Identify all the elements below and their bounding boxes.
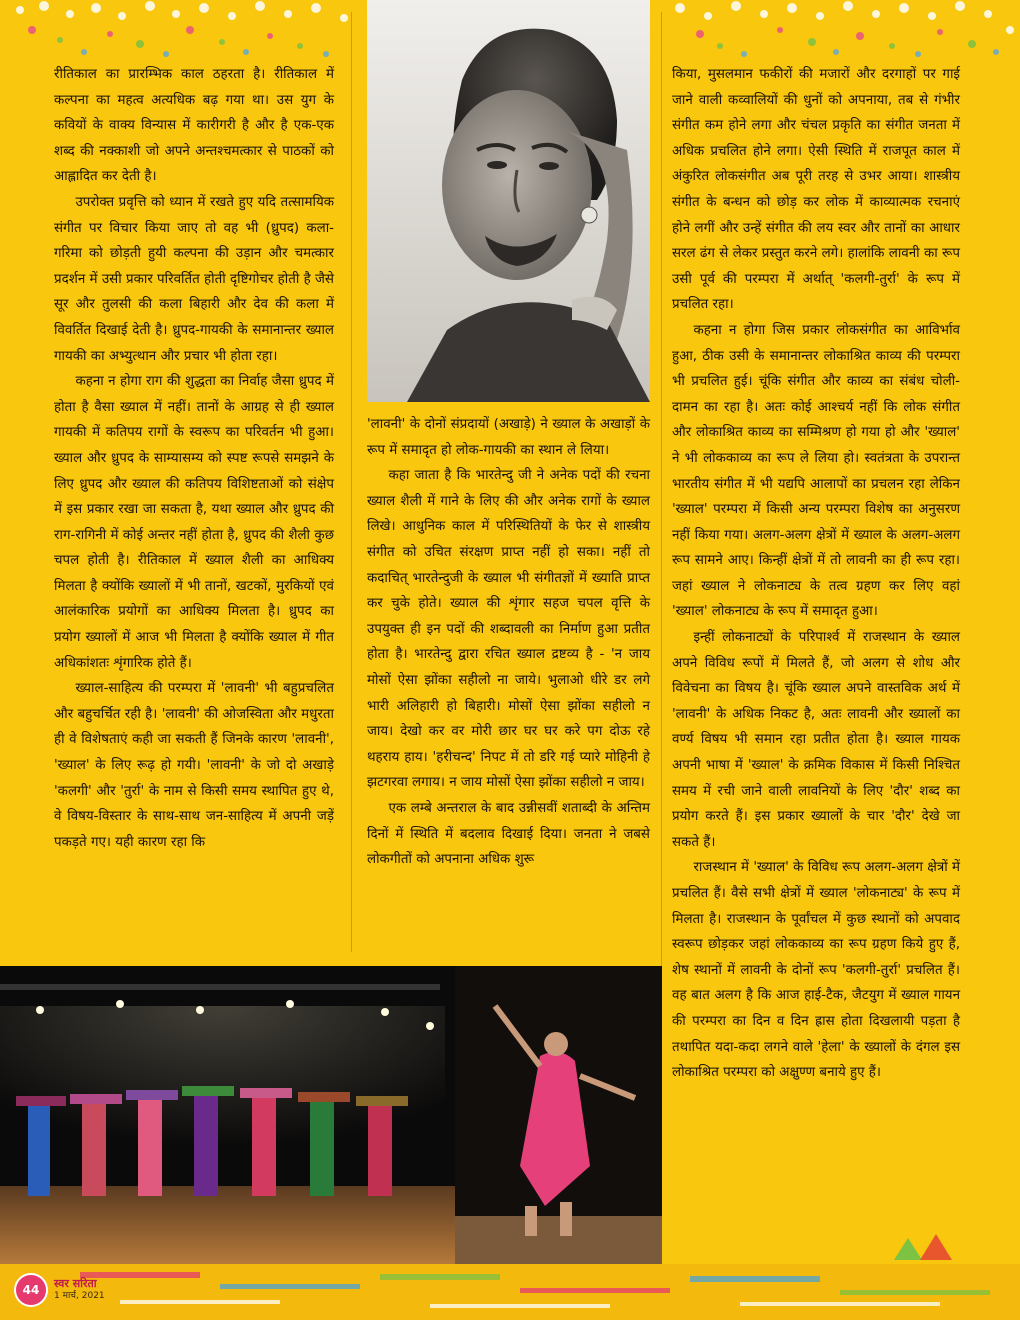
column-rule-left: [351, 12, 352, 952]
paragraph: राजस्थान में 'ख्याल' के विविध रूप अलग-अलग क्षेत्रों में प्रचलित हैं। वैसे सभी क्षेत्रों में ख्याल 'लोकनाट्य' के रूप में मिलता है। राजस्थान के पूर्वांचल में कुछ स्थानों को अपवाद स्वरूप छोड़कर जहां लोककाव्य का रूप ग्रहण किये हुए हैं, शेष स्थानों में लावनी के दोनों रूप 'कलगी-तुर्रा' प्रचलित हैं। वह बात अलग है कि आज हाई-टैक, जैटयुग में ख्याल गायन की परम्परा का दिन व दिन ह्रास होता दिखलायी पड़ता है तथापित यदा-कदा लगने वाले 'हेला' के ख्यालों के दंगल इस लोकाश्रित परम्परा को अक्षुण्ण बनाये हुए हैं।: [672, 860, 960, 1081]
paragraph: ख्याल-साहित्य की परम्परा में 'लावनी' भी बहुप्रचलित और बहुचर्चित रही है। 'लावनी' की ओजस्विता और मधुरता ही वे विशेषताएं कही जा सकती हैं जिनके कारण 'लावनी', 'ख्याल' के लिए रूढ़ हो गयी। 'लावनी' के जो दो अखाड़े 'कलगी' और 'तुर्रा' के नाम से किसी समय स्थापित हुए थे, वे विषय-विस्तार के साथ-साथ जन-साहित्य में अपनी जड़ें पकड़ते गए। यही कारण रहा कि: [54, 681, 334, 850]
portrait-illustration: [367, 0, 650, 402]
triangle-decoration-icon: [890, 1232, 960, 1262]
paragraph: 'लावनी' के दोनों संप्रदायों (अखाड़े) ने ख्याल के अखाड़ों के रूप में समादृत हो लोक-गायकी का स्थान ले लिया।: [367, 417, 650, 458]
stage-illustration: [0, 966, 662, 1264]
bottom-decorative-band: [0, 1264, 1020, 1320]
paragraph: कहना न होगा जिस प्रकार लोकसंगीत का आविर्भाव हुआ, ठीक उसी के समानान्तर लोकाश्रित काव्य की परम्परा भी प्रचलित हुई। चूंकि संगीत और काव्य का संबंध चोली-दामन का रहा है। अतः कोई आश्चर्य नहीं कि लोक संगीत और लोकाश्रित काव्य का सम्मिश्रण हो गया हो और 'ख्याल' ने भी लोककाव्य का रूप ले लिया हो। स्वतंत्रता के उपरान्त भारतीय संगीत में भी यद्यपि आलापों का प्रचलन रहा लेकिन 'ख्याल' परम्परा में किसी अन्य परम्परा विशेष का अनुसरण नहीं किया गया। अलग-अलग क्षेत्रों में ख्याल के अलग-अलग रूप सामने आए। किन्हीं क्षेत्रों में तो लावनी का ही रूप रहा। जहां ख्याल ने लोकनाट्य के तत्व ग्रहण कर लिए वहां 'ख्याल' लोकनाट्य के रूप में समादृत हुआ।: [672, 322, 960, 620]
paragraph: एक लम्बे अन्तराल के बाद उन्नीसवीं शताब्दी के अन्तिम दिनों में स्थिति में बदलाव दिखाई दिया। जनता ने जबसे लोकगीतों को अपनाना अधिक शुरू: [367, 800, 650, 868]
publication-info: [54, 1277, 105, 1303]
magazine-name: स्वर सरिता: [54, 1277, 97, 1290]
paragraph: कहना न होगा राग की शुद्धता का निर्वाह जैसा ध्रुपद में होता है वैसा ख्याल में नहीं। तानों के आग्रह से ही ख्याल गायकी में कतिपय रागों के स्वरूप का परिवर्तन भी हुआ। ख्याल और ध्रुपद के साम्यासम्य को स्पष्ट रूपसे समझने के लिए ध्रुपद और ख्याल की कतिपय विशिष्टताओं को संक्षेप में इस प्रकार रखा जा सकता है, यथा ख्याल और ध्रुपद की राग-रागिनी में कोई अन्तर नहीं होता है, ध्रुपद की शैली कुछ चपल होती है। रीतिकाल में ख्याल शैली का आधिक्य मिलता है क्योंकि ख्यालों में भी तानों, खटकों, मुरकियों एवं आलंकारिक प्रयोगों का आधिक्य मिलता है। ध्रुपद का प्रयोग ख्यालों में आज भी मिलता है क्योंकि ख्याल में गीत अधिकांशतः शृंगारिक होते हैं।: [54, 374, 334, 671]
lavani-dance-photo: [0, 966, 662, 1264]
paragraph: रीतिकाल का प्रारम्भिक काल ठहरता है। रीतिकाल में कल्पना का महत्व अत्यधिक बढ़ गया था। उस युग के कवियों के वाक्य विन्यास में कारीगरी है और है एक-एक शब्द की नक्काशी जो अपने अन्तश्चमत्कार से पाठकों को आह्लादित कर देती है।: [54, 67, 334, 185]
text-column-2: [367, 412, 650, 873]
paragraph: किया, मुसलमान फकीरों की मजारों और दरगाहों पर गाई जाने वाली कव्वालियों की धुनों को अपनाया, तब से गंभीर संगीत कम होने लगा और चंचल प्रकृति का संगीत जनता में अधिक प्रचलित होने लगा। ऐसी स्थिति में राजपूत काल में अंकुरित लोकसंगीत अब पूरी तरह से उभर आया। शास्त्रीय संगीत के बन्धन को छोड़ कर लोक में काव्यात्मक रचनाएं होने लगीं और उन्हें संगीत की लय स्वर और तानों का आधार सरल ढंग से लेकर प्रस्तुत करने लगे। हालांकि लावनी का रूप उसी पूर्व की परम्परा में अर्थात् 'कलगी-तुर्रा' के रूप में प्रचलित रहा।: [672, 67, 960, 313]
paragraph: कहा जाता है कि भारतेन्दु जी ने अनेक पदों की रचना ख्याल शैली में गाने के लिए की और अनेक रागों के ख्याल लिखे। आधुनिक काल में परिस्थितियों के फेर से शास्त्रीय संगीत को उचित संरक्षण प्राप्त नहीं हो सका। नहीं तो कदाचित् भारतेन्दुजी के ख्याल भी संगीतज्ञों में ख्याति प्राप्त कर चुके होते। ख्याल की शृंगार सहज चपल वृत्ति के उपयुक्त ही इन पदों की शब्दावली का निर्माण हुआ प्रतीत होता है। भारतेन्दु द्वारा रचित ख्याल द्रष्टव्य है - 'न जाय मोसों ऐसा झोंका सहीलो ना जाये। भुलाओ धीरे डर लगे भारी अलिहारी हो बिहारी। मोसों ऐसा झोंका सहीलो न जाय। देखो कर वर मोरी छार घर घर करे पग दोऊ रहे थहराय हाय। 'हरीचन्द' निपट में तो डरि गई प्यारे मोहिनी हे झटगरवा लगाय। न जाय मोसों ऐसा झोंका सहीलो न जाय।: [367, 468, 650, 791]
issue-date: 1 मार्च, 2021: [54, 1291, 105, 1301]
portrait-photo: [367, 0, 650, 402]
page-number-badge: 44: [14, 1273, 48, 1307]
page-footer: [14, 1268, 105, 1312]
text-column-1: [54, 62, 334, 855]
paragraph: उपरोक्त प्रवृत्ति को ध्यान में रखते हुए यदि तत्सामयिक संगीत पर विचार किया जाए तो वह भी (ध्रुपद) कला-गरिमा को छोड़ती हुयी कल्पना की उड़ान और चमत्कार प्रदर्शन में उसी प्रकार परिवर्तित होती दृष्टिगोचर होती है जैसे सूर और तुलसी की कला बिहारी और देव की कला में विवर्तित दिखाई देती है। ध्रुपद-गायकी के समानान्तर ख्याल गायकी का अभ्युत्थान और प्रचार भी होता रहा।: [54, 194, 334, 364]
paragraph: इन्हीं लोकनाट्यों के परिपार्श्व में राजस्थान के ख्याल अपने विविध रूपों में मिलते हैं, जो अलग से शोध और विवेचना का विषय है। चूंकि ख्याल अपने वास्तविक अर्थ में 'लावनी' के अधिक निकट है, अतः लावनी और ख्यालों का वर्ण्य विषय भी समान रहा प्रतीत होता है। ख्याल गायक अपनी भाषा में 'ख्याल' के क्रमिक विकास में किसी निश्चित समय में रची जाने वाली लावनियों के लिए 'दौर' शब्द का प्रयोग करते हैं। इस प्रकार ख्यालों के चार 'दौर' देखे जा सकते हैं।: [672, 630, 960, 850]
text-column-3: [672, 62, 960, 1086]
